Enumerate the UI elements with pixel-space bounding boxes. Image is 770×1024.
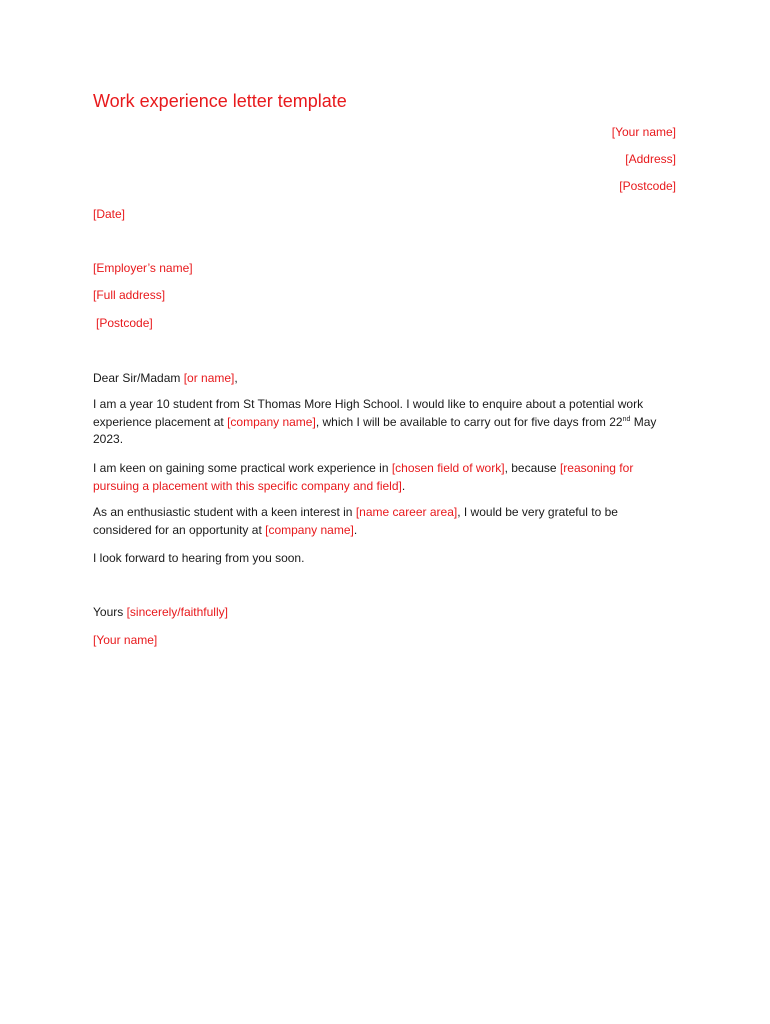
salutation-suffix: , [234,371,238,385]
paragraph-intro-superscript: nd [622,415,631,423]
paragraph-interest-placeholder-a: [chosen field of work] [391,461,505,475]
paragraph-request [93,504,673,539]
paragraph-interest-placeholder-b: [reasoning for pursuing a placement with this specific company and field] [93,461,634,493]
paragraph-request-placeholder-b: [company name] [265,522,354,537]
paragraph-interest-text-b: , because [504,461,560,475]
sender-name: [Your name] [611,125,676,139]
paragraph-intro-text-b: , which I will be available to carry out for five days from 22 [315,414,623,429]
salutation-placeholder: [or name] [183,371,235,385]
closing-line [93,604,228,620]
paragraph-interest-text-a: I am keen on gaining some practical work experience in [93,461,392,475]
paragraph-intro-placeholder: [company name] [227,414,316,429]
recipient-postcode: [Postcode] [96,316,153,330]
paragraph-intro-text-c: May 2023. [93,414,657,446]
closing-placeholder: [sincerely/faithfully] [126,605,228,619]
signature-name: [Your name] [93,633,158,647]
salutation [93,370,238,386]
paragraph-interest-text-c: . [401,478,406,493]
paragraph-request-text-c: . [353,522,358,537]
document-title: Work experience letter template [93,91,347,111]
recipient-address: [Full address] [93,288,166,302]
paragraph-request-text-a: As an enthusiastic student with a keen interest in [93,505,356,519]
paragraph-request-text-b: , I would be very grateful to be considered for an opportunity at [93,505,618,537]
paragraph-request-placeholder-a: [name career area] [355,505,458,519]
letter-date: [Date] [93,207,126,221]
closing-text: Yours [93,605,127,619]
sender-postcode: [Postcode] [619,179,676,193]
salutation-text: Dear Sir/Madam [93,371,184,385]
paragraph-closing-remark: I look forward to hearing from you soon. [93,551,305,565]
paragraph-intro [93,396,673,449]
recipient-name: [Employer’s name] [93,261,193,275]
paragraph-intro-text-a: I am a year 10 student from St Thomas More High School. I would like to enquire about a potential work experience placement at [93,397,644,429]
paragraph-interest [93,460,673,495]
sender-address: [Address] [625,152,676,166]
